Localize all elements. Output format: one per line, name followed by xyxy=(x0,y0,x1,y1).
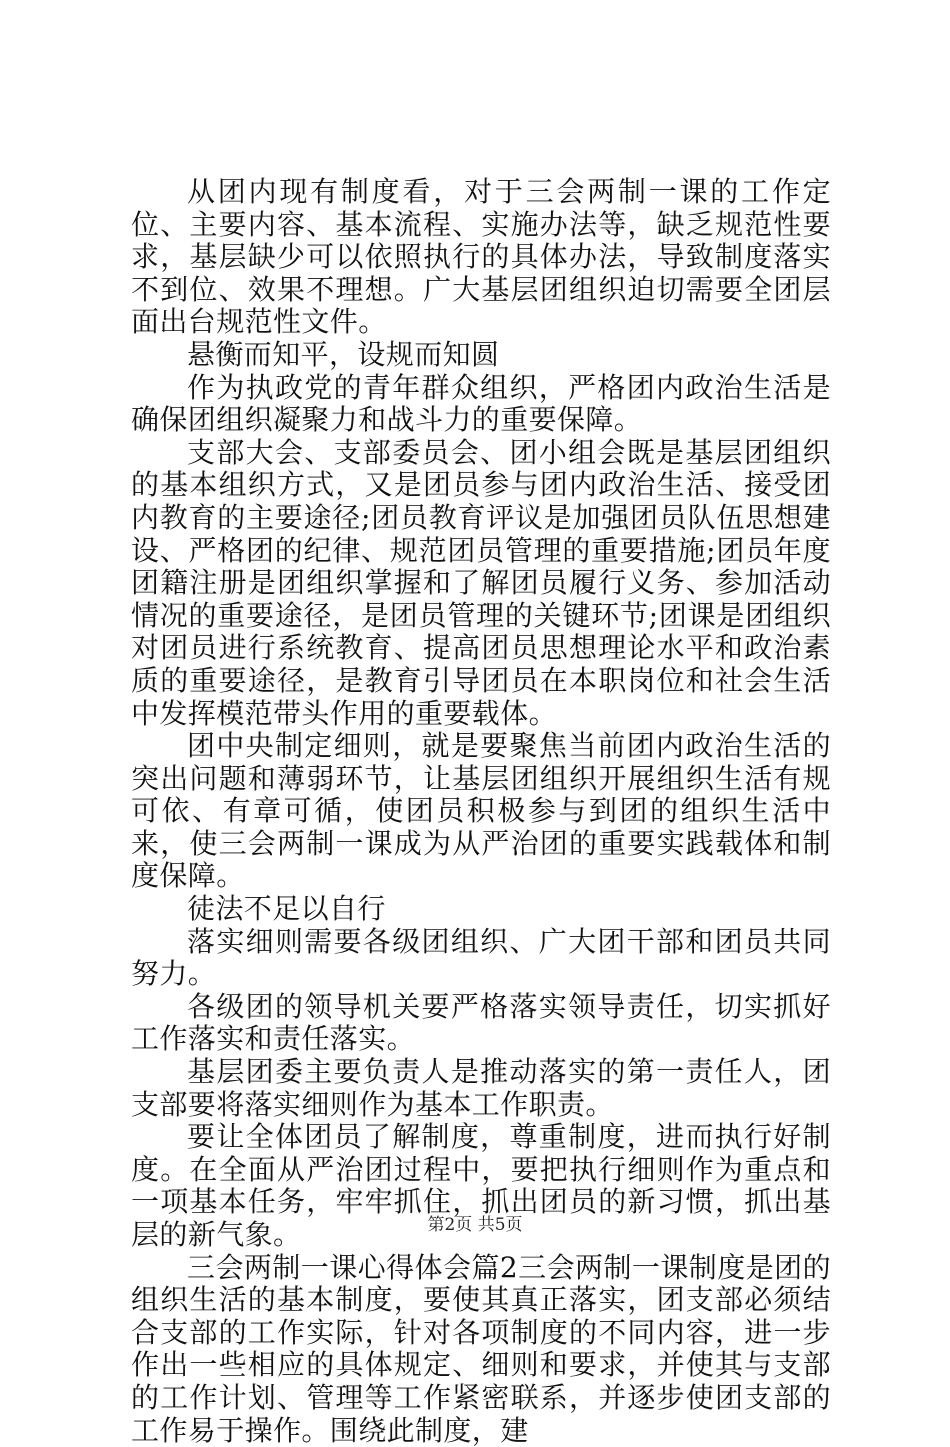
document-body xyxy=(131,176,831,1447)
paragraph-11: 三会两制一课心得体会篇2三会两制一课制度是团的组织生活的基本制度，要使其真正落实，团支部必须结合支部的工作实际，针对各项制度的不同内容，进一步作出一些相应的具体规定、细则和要求，并使其与支部的工作计划、管理等工作紧密联系，并逐步使团支部的工作易于操作。围绕此制度，建 xyxy=(131,1250,831,1447)
page-number-footer: 第2页 共5页 xyxy=(427,1215,523,1235)
paragraph-7: 落实细则需要各级团组织、广大团干部和团员共同努力。 xyxy=(131,924,831,991)
paragraph-3: 作为执政党的青年群众组织，严格团内政治生活是确保团组织凝聚力和战斗力的重要保障。 xyxy=(131,370,831,437)
paragraph-9: 基层团委主要负责人是推动落实的第一责任人，团支部要将落实细则作为基本工作职责。 xyxy=(131,1055,831,1121)
paragraph-5: 团中央制定细则，就是要聚焦当前团内政治生活的突出问题和薄弱环节，让基层团组织开展组织生活有规可依、有章可循，使团员积极参与到团的组织生活中来，使三会两制一课成为从严治团的重要实践载体和制度保障。 xyxy=(131,729,831,893)
paragraph-6: 徒法不足以自行 xyxy=(187,892,386,926)
paragraph-1: 从团内现有制度看，对于三会两制一课的工作定位、主要内容、基本流程、实施办法等，缺乏规范性要求，基层缺少可以依照执行的具体办法，导致制度落实不到位、效果不理想。广大基层团组织迫切需要全团层面出台规范性文件。 xyxy=(131,175,831,339)
paragraph-10: 要让全体团员了解制度，尊重制度，进而执行好制度。在全面从严治团过程中，要把执行细则作为重点和一项基本任务，牢牢抓住，抓出团员的新习惯，抓出基层的新气象。 xyxy=(131,1120,831,1251)
paragraph-4: 支部大会、支部委员会、团小组会既是基层团组织的基本组织方式，又是团员参与团内政治生活、接受团内教育的主要途径;团员教育评议是加强团员队伍思想建设、严格团的纪律、规范团员管理的重要措施;团员年度团籍注册是团组织掌握和了解团员履行义务、参加活动情况的重要途径，是团员管理的关键环节;团课是团组织对团员进行系统教育、提高团员思想理论水平和政治素质的重要途径，是教育引导团员在本职岗位和社会生活中发挥模范带头作用的重要载体。 xyxy=(131,435,831,730)
paragraph-8: 各级团的领导机关要严格落实领导责任，切实抓好工作落实和责任落实。 xyxy=(131,989,831,1056)
paragraph-2: 悬衡而知平，设规而知圆 xyxy=(187,337,500,371)
